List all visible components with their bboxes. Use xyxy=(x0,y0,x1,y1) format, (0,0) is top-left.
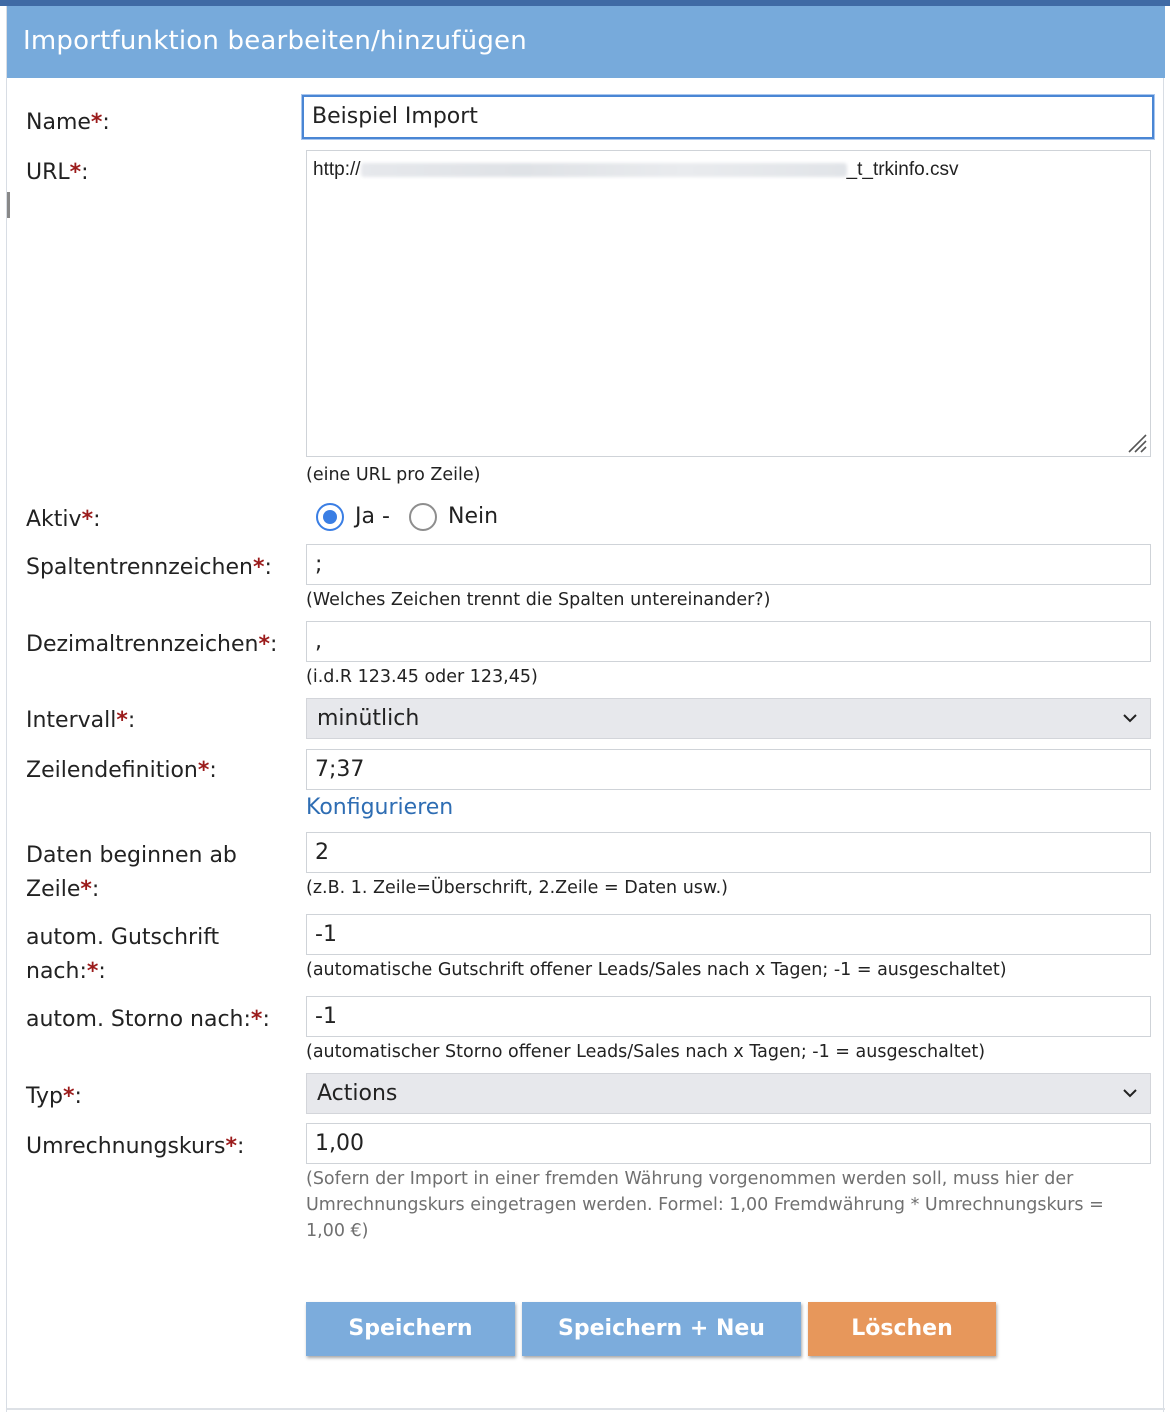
dezimaltrennzeichen-hint: (i.d.R 123.45 oder 123,45) xyxy=(306,667,538,687)
delete-button[interactable]: Löschen xyxy=(808,1302,996,1356)
intervall-value: minütlich xyxy=(317,706,420,731)
url-label: URL*: xyxy=(26,160,89,185)
aktiv-ja-radio[interactable] xyxy=(316,503,344,531)
aktiv-label: Aktiv*: xyxy=(26,507,101,532)
typ-select[interactable] xyxy=(306,1073,1151,1114)
zeilendefinition-label: Zeilendefinition*: xyxy=(26,758,217,783)
intervall-select[interactable] xyxy=(306,698,1151,739)
url-prefix: http:// xyxy=(313,159,361,180)
name-label: Name*: xyxy=(26,110,110,135)
daten-beginnen-input[interactable]: 2 xyxy=(306,832,1151,873)
gutschrift-input[interactable]: -1 xyxy=(306,914,1151,955)
url-suffix: _t_trkinfo.csv xyxy=(846,159,959,180)
spaltentrennzeichen-hint: (Welches Zeichen trennt die Spalten untereinander?) xyxy=(306,590,771,610)
umrechnungskurs-hint: (Sofern der Import in einer fremden Währung vorgenommen werden soll, muss hier der Umrechnungskurs eingetragen werden. Formel: 1,00 Fremdwährung * Umrechnungskurs = 1,00 €) xyxy=(306,1169,1104,1241)
typ-value: Actions xyxy=(317,1081,398,1106)
gutschrift-label: autom. Gutschrift nach:*: xyxy=(26,925,220,984)
konfigurieren-link[interactable]: Konfigurieren xyxy=(306,795,454,820)
dezimaltrennzeichen-input[interactable]: , xyxy=(306,621,1151,662)
dialog-bottom-border xyxy=(7,1408,1165,1410)
import-dialog xyxy=(6,6,1164,1412)
storno-hint: (automatischer Storno offener Leads/Sales nach x Tagen; -1 = ausgeschaltet) xyxy=(306,1042,986,1062)
resize-handle-icon[interactable] xyxy=(1125,431,1147,453)
storno-input[interactable]: -1 xyxy=(306,996,1151,1037)
edge-marker xyxy=(7,192,10,218)
aktiv-nein-label[interactable]: Nein xyxy=(448,504,499,529)
url-textarea[interactable] xyxy=(306,150,1151,457)
spaltentrennzeichen-input[interactable]: ; xyxy=(306,544,1151,585)
zeilendefinition-input[interactable]: 7;37 xyxy=(306,749,1151,790)
daten-beginnen-hint: (z.B. 1. Zeile=Überschrift, 2.Zeile = Daten usw.) xyxy=(306,878,728,898)
intervall-label: Intervall*: xyxy=(26,708,136,733)
aktiv-nein-radio[interactable] xyxy=(409,503,437,531)
dialog-title: Importfunktion bearbeiten/hinzufügen xyxy=(23,26,527,56)
daten-beginnen-label: Daten beginnen ab Zeile*: xyxy=(26,843,237,902)
typ-label: Typ*: xyxy=(26,1084,82,1109)
dezimaltrennzeichen-label: Dezimaltrennzeichen*: xyxy=(26,632,278,657)
save-new-button[interactable]: Speichern + Neu xyxy=(522,1302,801,1356)
spaltentrennzeichen-label: Spaltentrennzeichen*: xyxy=(26,555,272,580)
chevron-down-icon xyxy=(1122,710,1138,726)
umrechnungskurs-input[interactable]: 1,00 xyxy=(306,1123,1151,1164)
dialog-titlebar xyxy=(7,6,1165,78)
chevron-down-icon xyxy=(1122,1085,1138,1101)
url-redacted xyxy=(361,163,847,177)
gutschrift-hint: (automatische Gutschrift offener Leads/Sales nach x Tagen; -1 = ausgeschaltet) xyxy=(306,960,1007,980)
save-button[interactable]: Speichern xyxy=(306,1302,515,1356)
umrechnungskurs-label: Umrechnungskurs*: xyxy=(26,1134,245,1159)
aktiv-ja-label[interactable]: Ja - xyxy=(355,504,390,529)
name-input[interactable]: Beispiel Import xyxy=(302,95,1154,139)
storno-label: autom. Storno nach:*: xyxy=(26,1007,270,1032)
url-hint: (eine URL pro Zeile) xyxy=(306,465,481,485)
